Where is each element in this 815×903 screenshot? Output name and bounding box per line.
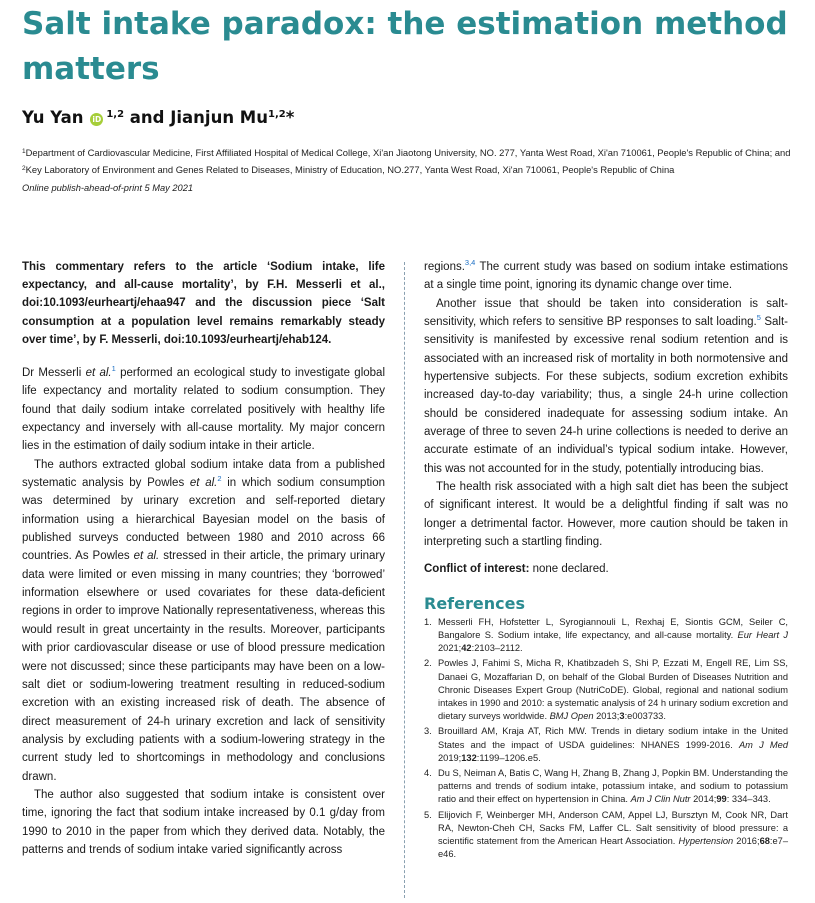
text-run: Messerli FH, Hofstetter L, Syrogiannouli L, Rexhaj E, Siontis GCM, Seiler C, Bangalore S. Sodium intake, life expectancy, and all-cause mortality. (438, 616, 788, 641)
author-name: Jianjun Mu (170, 108, 268, 127)
text-run: The current study was based on sodium intake estimations at a single time point, ignoring its dynamic change over time. (424, 261, 788, 292)
reference-number: 1. (424, 616, 432, 627)
text-run: stressed in their article, the primary urinary data were limited or even missing in many countries; they ‘borrowed’ information elsewhere or used covariates for these data-deficient regions in order to improve Nationally representativeness, whereas this would result in great uncertainty in the results. Moreover, participants with prior cardiovascular disease or use of blood pressure medication were not discussed; since these participants may have been on a low-salt diet or sodium-lowering treatment resulting in reduced-sodium excretion with an existing increased risk of death. The absence of direct measurement of 24-h urinary excretion and lack of sensitivity analysis by excluding patients with a sodium-lowering strategy in the current study led to shortcomings in methodology and conclusions drawn. (22, 550, 385, 783)
text-run: Elijovich F, Weinberger MH, Anderson CAM, Appel LJ, Bursztyn M, Cook NR, Dart RA, Newton-Cheh CH, Sacks FM, Laffer CL. Salt sensitivity of blood pressure: a scientific statement from the American Heart Association. (438, 809, 788, 847)
text-run: Du S, Neiman A, Batis C, Wang H, Zhang B, Zhang J, Popkin BM. Understanding the patterns and trends of sodium intake, potassium intake, and sodium to potassium ratio and their effect on hypertension in China. (438, 768, 789, 805)
text-run: et al. (85, 367, 112, 380)
text-run: : 334–343. (726, 794, 771, 805)
body-paragraph (424, 258, 788, 295)
text-run: :1199–1206.e5. (476, 752, 541, 763)
right-column (424, 258, 788, 864)
coi-label: Conflict of interest: (424, 562, 530, 575)
text-run: :2103–2112. (471, 643, 523, 654)
body-paragraph: The health risk associated with a high salt diet has been the subject of significant interest. It would be a delightful finding if salt was no longer a detrimental factor. However, more caution should be taken in interpreting such a startling finding. (424, 481, 788, 549)
text-run: 2019; (438, 752, 462, 763)
corresponding-author-mark: * (285, 108, 295, 127)
reference-item (424, 725, 788, 765)
text-run: performed an ecological study to investigate global life expectancy and mortality related to sodium consumption. They found that daily sodium intake correlated positively with healthy life expectancy and inversely with all-cause mortality. My major concern lies in the estimation of daily sodium intake in their article. (22, 367, 385, 453)
text-run: Dr Messerli (22, 367, 86, 380)
text-run: :e7–e46. (438, 836, 789, 860)
text-run: et al. (189, 477, 218, 490)
reference-volume: 68 (759, 836, 770, 847)
reference-journal: Am J Med (738, 739, 788, 750)
reference-number: 2. (424, 658, 432, 669)
commentary-abstract: This commentary refers to the article ‘Sodium intake, life expectancy, and all-cause mortality’, by F.H. Messerli et al., doi:10.1093/eurheartj/ehaa947 and the discussion piece ‘Salt consumption at a population level remains remarkably steady over time’, by F. Messerli, doi:10.1093/eurheartj/ehab124. (22, 261, 385, 346)
citation-link[interactable]: 1 (111, 364, 116, 374)
text-run: Powles J, Fahimi S, Micha R, Khatibzadeh S, Shi P, Ezzati M, Engell RE, Lim SS, Danaei G, Mozaffarian D, on behalf of the Global Burden of Diseases Nutrition and Chronic Diseases Expert Group (NutriCoDE). Global, regional and national sodium intakes in 1990 and 2010: a systematic analysis of 24 h urinary sodium excretion and dietary surveys worldwide. (438, 658, 788, 722)
author-name: Yu Yan (22, 108, 84, 127)
text-run: :e003733. (624, 711, 666, 722)
body-paragraph: The author also suggested that sodium intake is consistent over time, ignoring the fact that sodium intake increased by 0.1 g/day from 1990 to 2010 in the paper from which they derived data. Notably, the patterns and trends of sodium intake varied significantly across (22, 788, 385, 856)
citation-link[interactable]: 3,4 (464, 258, 476, 267)
online-publish-date: Online publish-ahead-of-print 5 May 2021 (22, 183, 194, 193)
reference-number: 5. (424, 809, 432, 820)
text-run: 2016; (733, 836, 760, 847)
affiliation-text: Key Laboratory of Environment and Genes Related to Diseases, Ministry of Education, NO.277, Yanta West Road, Xi'an 710061, People's Republic of China (25, 164, 675, 175)
reference-journal: Eur Heart J (737, 630, 789, 641)
author-affiliation-marker: 1,2 (267, 109, 286, 120)
author-conjunction: and (129, 108, 165, 127)
left-column (22, 258, 385, 859)
reference-volume: 99 (716, 794, 727, 805)
reference-item (424, 616, 788, 656)
text-run: et al. (133, 550, 160, 563)
text-run: in which sodium consumption was determined by urinary excretion and self-reported dietary information using a hierarchical Bayesian model on the basis of published surveys conducted between 1980 and 2010 across 66 countries. As Powles (22, 477, 385, 563)
citation-link[interactable]: 2 (217, 474, 222, 484)
text-run: regions. (424, 261, 465, 273)
reference-journal: Hypertension (678, 836, 734, 847)
affiliations (22, 144, 792, 178)
text-run: The authors extracted global sodium intake data from a published systematic analysis by Powles (22, 458, 385, 490)
reference-volume: 42 (461, 643, 472, 654)
body-paragraph (22, 364, 385, 456)
reference-journal: Am J Clin Nutr (630, 794, 691, 805)
reference-item (424, 809, 788, 862)
text-run: Brouillard AM, Kraja AT, Rich MW. Trends in dietary sodium intake in the United States and the impact of USDA guidelines: NHANES 1999-2016. (438, 726, 788, 750)
author-affiliation-marker: 1,2 (106, 109, 125, 120)
references-heading: References (424, 593, 525, 613)
text-run: Salt-sensitivity is manifested by excessive renal sodium retention and is associated with an increased risk of mortality in both normotensive and hypertensive subjects. For these subjects, sodium excretion exhibits increased day-to-day variability; thus, a single 24-h urine collection should be considered inadequate for assessing sodium intake. An average of three to seven 24-h urine collections is needed to derive an accurate estimate of an individual’s typical sodium intake. However, this was not accounted for in the study, potentially introducing bias. (424, 316, 788, 475)
author-line (22, 108, 294, 127)
reference-item (424, 767, 788, 807)
body-paragraph (22, 456, 385, 786)
text-run: 2021; (438, 643, 462, 654)
conflict-of-interest (424, 560, 788, 578)
reference-item (424, 657, 788, 723)
text-run: 2013; (593, 711, 620, 722)
affiliation-text: Department of Cardiovascular Medicine, First Affiliated Hospital of Medical College, Xi'an Jiaotong University, NO. 277, Yanta West Road, Xi'an 710061, People's Republic of China; and (25, 147, 791, 158)
reference-volume: 132 (461, 752, 477, 763)
column-divider (404, 262, 405, 898)
body-paragraph (424, 295, 788, 478)
reference-volume: 3 (619, 711, 625, 722)
affiliation-marker: 2 (22, 165, 26, 172)
text-run: Another issue that should be taken into consideration is salt-sensitivity, which refers to sensitive BP responses to salt loading. (424, 297, 788, 329)
citation-link[interactable]: 5 (756, 313, 761, 323)
orcid-icon[interactable]: iD (90, 113, 103, 126)
references-list (424, 616, 788, 862)
article-title: Salt intake paradox: the estimation method matters (22, 6, 788, 87)
coi-text: none declared. (529, 562, 609, 575)
reference-number: 3. (424, 726, 432, 737)
reference-number: 4. (424, 768, 432, 779)
text-run: 2014; (690, 794, 717, 805)
affiliation-marker: 1 (22, 148, 26, 155)
reference-journal: BMJ Open (549, 711, 594, 722)
